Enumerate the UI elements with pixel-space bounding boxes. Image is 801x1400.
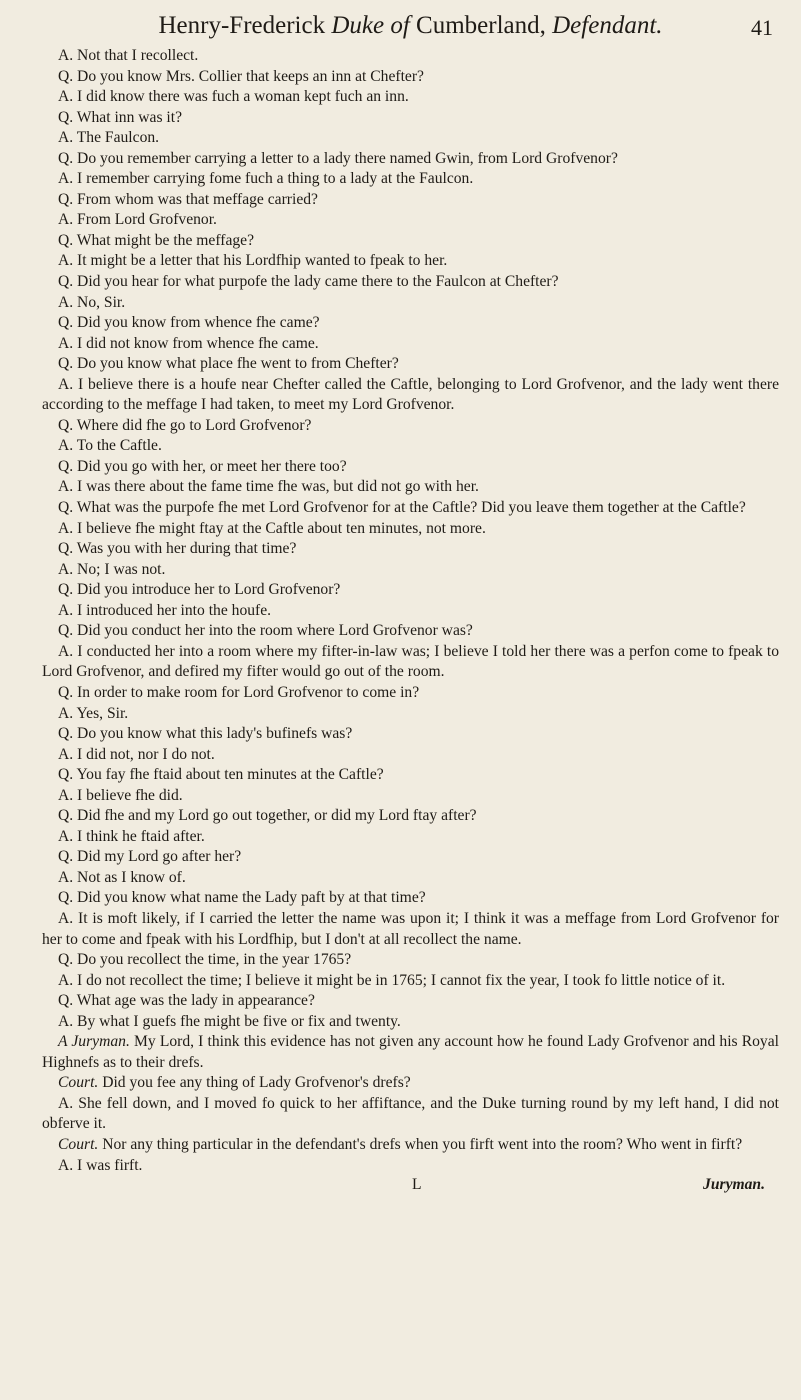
testimony-line bbox=[42, 1032, 779, 1073]
testimony-line bbox=[42, 745, 779, 766]
testimony-line bbox=[42, 416, 779, 437]
testimony-text: A. I believe fhe might ftay at the Caftle about ten minutes, not more. bbox=[58, 519, 486, 537]
testimony-line bbox=[42, 108, 779, 129]
testimony-line bbox=[42, 436, 779, 457]
testimony-text: Q. Did you go with her, or meet her there too? bbox=[58, 457, 347, 475]
testimony-line bbox=[42, 704, 779, 725]
speaker-label: A Juryman. bbox=[58, 1033, 130, 1051]
testimony-line bbox=[42, 498, 779, 519]
testimony-text: Q. Did my Lord go after her? bbox=[58, 848, 242, 866]
testimony-text: Did you fee any thing of Lady Grofvenor's drefs? bbox=[98, 1074, 411, 1092]
testimony-text: A. From Lord Grofvenor. bbox=[58, 211, 217, 229]
testimony-text: Q. Do you know what this lady's bufinefs was? bbox=[58, 725, 353, 743]
testimony-text: A. No; I was not. bbox=[58, 560, 166, 578]
testimony-line bbox=[42, 847, 779, 868]
testimony-text: Q. Did you hear for what purpofe the lady came there to the Faulcon at Chefter? bbox=[58, 273, 559, 291]
testimony-text: A. By what I guefs fhe might be five or fix and twenty. bbox=[58, 1012, 401, 1030]
testimony-line bbox=[42, 539, 779, 560]
testimony-text: Q. Do you know Mrs. Collier that keeps an inn at Chefter? bbox=[58, 67, 424, 85]
testimony-line bbox=[42, 334, 779, 355]
speaker-label: Court. bbox=[58, 1074, 99, 1092]
page-footer bbox=[42, 1176, 779, 1198]
testimony-text: A. I introduced her into the houfe. bbox=[58, 601, 272, 619]
testimony-text: A. I do not recollect the time; I believe it might be in 1765; I cannot fix the year, I took fo little notice of it. bbox=[58, 971, 726, 989]
testimony-line bbox=[42, 888, 779, 909]
testimony-line bbox=[42, 827, 779, 848]
testimony-line bbox=[42, 149, 779, 170]
testimony-line bbox=[42, 67, 779, 88]
testimony-line bbox=[42, 46, 779, 67]
testimony-text: A. I did not, nor I do not. bbox=[58, 745, 215, 763]
testimony-text: Q. Did you conduct her into the room where Lord Grofvenor was? bbox=[58, 622, 473, 640]
testimony-line bbox=[42, 313, 779, 334]
testimony-text: Q. Where did fhe go to Lord Grofvenor? bbox=[58, 416, 312, 434]
testimony-text: A. I was there about the fame time fhe was, but did not go with her. bbox=[58, 478, 479, 496]
testimony-text: Q. Did you introduce her to Lord Grofvenor? bbox=[58, 581, 341, 599]
testimony-line bbox=[42, 87, 779, 108]
header-middle: Cumberland, bbox=[409, 12, 553, 39]
testimony-text: A. I remember carrying fome fuch a thing to a lady at the Faulcon. bbox=[58, 170, 474, 188]
testimony-line bbox=[42, 868, 779, 889]
testimony-line bbox=[42, 580, 779, 601]
testimony-line bbox=[42, 251, 779, 272]
testimony-body bbox=[42, 46, 779, 1176]
testimony-line bbox=[42, 477, 779, 498]
speaker-label: Court. bbox=[58, 1135, 99, 1153]
testimony-text: Nor any thing particular in the defendant's drefs when you firft went into the room? Who went in firft? bbox=[98, 1135, 743, 1153]
testimony-line bbox=[42, 354, 779, 375]
testimony-text: A. She fell down, and I moved fo quick to her affiftance, and the Duke turning round by my left hand, I did not obferve it. bbox=[42, 1094, 779, 1133]
testimony-line bbox=[42, 169, 779, 190]
testimony-line bbox=[42, 601, 779, 622]
testimony-line bbox=[42, 560, 779, 581]
page-number: 41 bbox=[751, 15, 773, 40]
running-header bbox=[42, 6, 779, 46]
testimony-line bbox=[42, 724, 779, 745]
testimony-text: A. It might be a letter that his Lordfhip wanted to fpeak to her. bbox=[58, 252, 448, 270]
testimony-line bbox=[42, 909, 779, 950]
testimony-line bbox=[42, 1012, 779, 1033]
testimony-line bbox=[42, 1094, 779, 1135]
testimony-line bbox=[42, 991, 779, 1012]
testimony-text: A. I think he ftaid after. bbox=[58, 827, 205, 845]
testimony-text: Q. What might be the meffage? bbox=[58, 231, 255, 249]
testimony-line bbox=[42, 1073, 779, 1094]
testimony-text: A. Not as I know of. bbox=[58, 868, 186, 886]
testimony-text: Q. Did you know from whence fhe came? bbox=[58, 314, 320, 332]
testimony-text: Q. In order to make room for Lord Grofvenor to come in? bbox=[58, 683, 420, 701]
testimony-text: Q. Do you remember carrying a letter to a lady there named Gwin, from Lord Grofvenor? bbox=[58, 149, 618, 167]
testimony-line bbox=[42, 519, 779, 540]
testimony-text: Q. What inn was it? bbox=[58, 108, 183, 126]
testimony-text: A. I believe there is a houfe near Chefter called the Caftle, belonging to Lord Grofvenor, and the lady went there according to the meffage I had taken, to meet my Lord Grofvenor. bbox=[42, 375, 779, 414]
header-italic-defendant: Defendant. bbox=[552, 12, 663, 39]
testimony-line bbox=[42, 621, 779, 642]
testimony-line bbox=[42, 786, 779, 807]
testimony-text: A. I believe fhe did. bbox=[58, 786, 183, 804]
testimony-line bbox=[42, 765, 779, 786]
testimony-line bbox=[42, 806, 779, 827]
header-prefix: Henry-Frederick bbox=[158, 12, 332, 39]
testimony-text: A. It is moft likely, if I carried the letter the name was upon it; I think it was a meffage from Lord Grofvenor for her to come and fpeak with his Lordfhip, but I don't at all recollect the name. bbox=[42, 909, 779, 948]
testimony-text: Q. Do you know what place fhe went to from Chefter? bbox=[58, 355, 399, 373]
testimony-text: A. I did know there was fuch a woman kept fuch an inn. bbox=[58, 88, 409, 106]
testimony-line bbox=[42, 190, 779, 211]
testimony-line bbox=[42, 950, 779, 971]
testimony-text: A. I conducted her into a room where my fifter-in-law was; I believe I told her there was a perfon come to fpeak to Lord Grofvenor, and defired my fifter would go out of the room. bbox=[42, 642, 779, 681]
testimony-text: A. To the Caftle. bbox=[58, 437, 162, 455]
testimony-text: A. No, Sir. bbox=[58, 293, 126, 311]
testimony-text: A. The Faulcon. bbox=[58, 129, 160, 147]
testimony-text: Q. Did you know what name the Lady paft by at that time? bbox=[58, 889, 426, 907]
testimony-line bbox=[42, 1156, 779, 1177]
testimony-line bbox=[42, 210, 779, 231]
testimony-line bbox=[42, 1135, 779, 1156]
testimony-line bbox=[42, 683, 779, 704]
testimony-line bbox=[42, 375, 779, 416]
testimony-text: A. Yes, Sir. bbox=[58, 704, 129, 722]
testimony-line bbox=[42, 128, 779, 149]
testimony-text: A. I did not know from whence fhe came. bbox=[58, 334, 319, 352]
header-italic-duke: Duke of bbox=[331, 12, 410, 39]
testimony-line bbox=[42, 272, 779, 293]
testimony-text: A. Not that I recollect. bbox=[58, 47, 199, 64]
testimony-line bbox=[42, 457, 779, 478]
testimony-text: Q. What age was the lady in appearance? bbox=[58, 992, 315, 1010]
testimony-line bbox=[42, 293, 779, 314]
testimony-text: Q. You fay fhe ftaid about ten minutes at the Caftle? bbox=[58, 766, 384, 784]
testimony-line bbox=[42, 971, 779, 992]
testimony-line bbox=[42, 642, 779, 683]
testimony-text: Q. Did fhe and my Lord go out together, or did my Lord ftay after? bbox=[58, 807, 477, 825]
signature-mark: L bbox=[412, 1176, 422, 1194]
testimony-text: Q. Do you recollect the time, in the year 1765? bbox=[58, 951, 352, 969]
testimony-text: Q. From whom was that meffage carried? bbox=[58, 190, 318, 208]
testimony-text: Q. What was the purpofe fhe met Lord Grofvenor for at the Caftle? Did you leave them together at the Caftle? bbox=[58, 499, 746, 517]
testimony-line bbox=[42, 231, 779, 252]
catchword: Juryman. bbox=[703, 1176, 765, 1194]
testimony-text: My Lord, I think this evidence has not given any account how he found Lady Grofvenor and his Royal Highnefs as to their drefs. bbox=[42, 1033, 779, 1071]
testimony-text: Q. Was you with her during that time? bbox=[58, 540, 297, 558]
testimony-text: A. I was firft. bbox=[58, 1156, 143, 1174]
